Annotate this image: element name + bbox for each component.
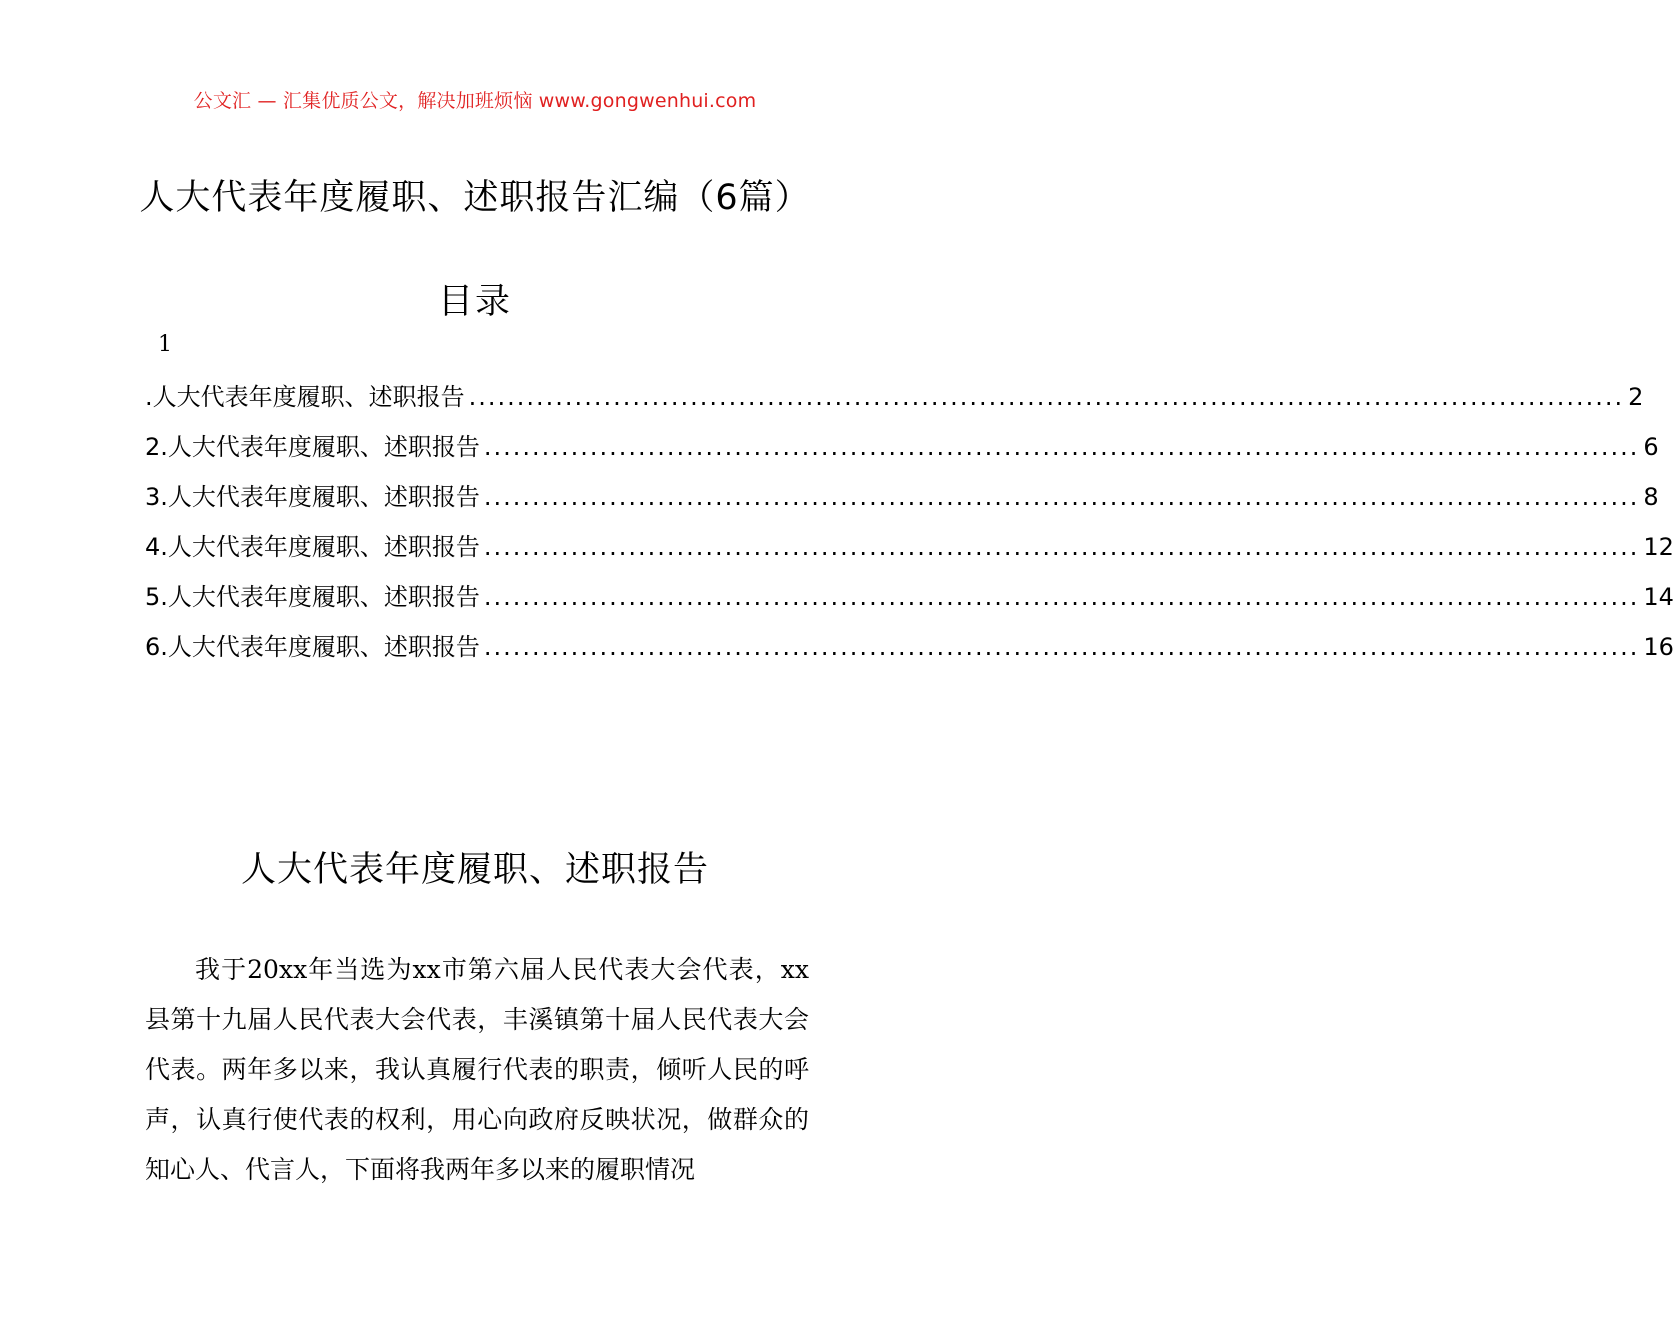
toc-entry-label: .人大代表年度履职、述职报告 bbox=[145, 383, 465, 411]
toc-entry[interactable] bbox=[145, 522, 1674, 572]
toc-entry[interactable] bbox=[145, 472, 1659, 522]
toc-entry-label: 5.人大代表年度履职、述职报告 bbox=[145, 583, 480, 611]
section-title: 人大代表年度履职、述职报告 bbox=[240, 850, 709, 890]
toc-leader-dots: ........................................................................................................................ bbox=[483, 633, 1640, 661]
toc-entry-page: 16 bbox=[1643, 633, 1674, 661]
toc-first-number: 1 bbox=[158, 332, 172, 357]
toc-entry[interactable] bbox=[145, 372, 1644, 422]
table-of-contents bbox=[145, 372, 1674, 672]
site-header[interactable]: 公文汇 — 汇集优质公文，解决加班烦恼 www.gongwenhui.com bbox=[193, 90, 757, 112]
toc-heading: 目录 bbox=[437, 282, 512, 322]
toc-entry[interactable] bbox=[145, 422, 1659, 472]
toc-entry-label: 4.人大代表年度履职、述职报告 bbox=[145, 533, 480, 561]
toc-entry-label: 2.人大代表年度履职、述职报告 bbox=[145, 433, 480, 461]
toc-entry-page: 2 bbox=[1628, 383, 1644, 411]
toc-leader-dots: ........................................................................................................................ bbox=[468, 383, 1625, 411]
body-paragraph: 我于20xx年当选为xx市第六届人民代表大会代表，xx县第十九届人民代表大会代表，丰溪镇第十届人民代表大会代表。两年多以来，我认真履行代表的职责，倾听人民的呼声，认真行使代表的权利，用心向政府反映状况，做群众的知心人、代言人，下面将我两年多以来的履职情况 bbox=[145, 955, 809, 1184]
toc-leader-dots: ........................................................................................................................ bbox=[483, 583, 1640, 611]
toc-leader-dots: ........................................................................................................................ bbox=[483, 483, 1640, 511]
toc-entry[interactable] bbox=[145, 572, 1674, 622]
toc-leader-dots: ........................................................................................................................ bbox=[483, 533, 1640, 561]
toc-entry-page: 8 bbox=[1643, 483, 1659, 511]
toc-entry-page: 12 bbox=[1643, 533, 1674, 561]
document-title: 人大代表年度履职、述职报告汇编（6篇） bbox=[139, 178, 811, 218]
toc-entry-label: 6.人大代表年度履职、述职报告 bbox=[145, 633, 480, 661]
toc-leader-dots: ........................................................................................................................ bbox=[483, 433, 1640, 461]
toc-entry-page: 6 bbox=[1643, 433, 1659, 461]
toc-entry[interactable] bbox=[145, 622, 1674, 672]
toc-entry-label: 3.人大代表年度履职、述职报告 bbox=[145, 483, 480, 511]
toc-entry-page: 14 bbox=[1643, 583, 1674, 611]
